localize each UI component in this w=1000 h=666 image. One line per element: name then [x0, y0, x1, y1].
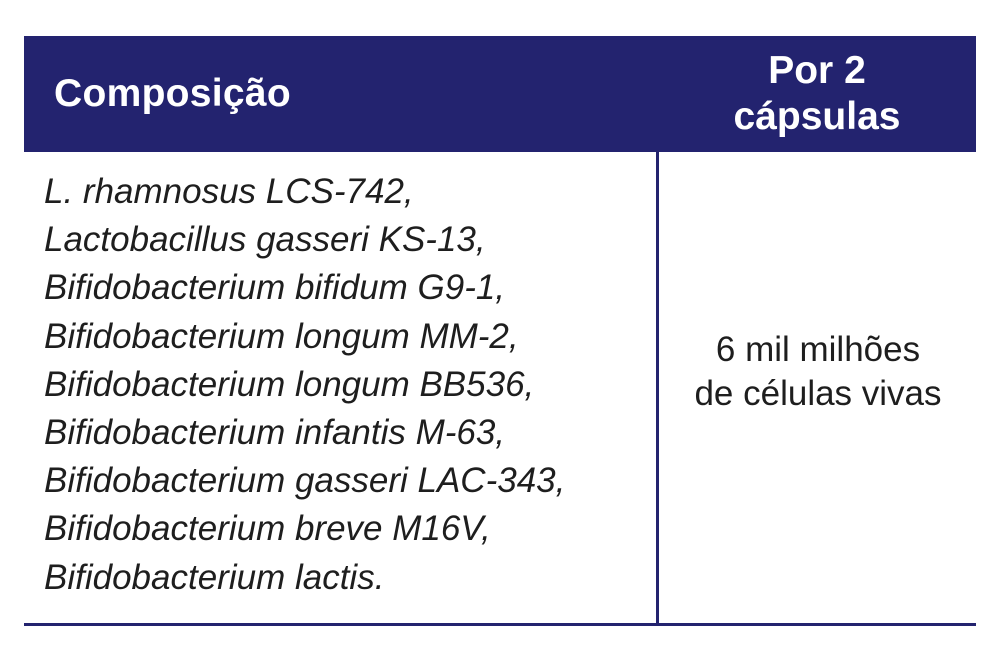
header-per-dose-line2: cápsulas — [733, 95, 901, 138]
amount-line2: de células vivas — [694, 374, 942, 413]
strain-item: Bifidobacterium gasseri LAC-343, — [44, 461, 566, 501]
header-composition: Composição — [54, 72, 292, 115]
bottom-rule — [24, 623, 976, 626]
composition-table — [24, 36, 976, 626]
column-divider — [656, 152, 659, 624]
table-header — [24, 36, 976, 152]
strain-item: Bifidobacterium longum MM-2, — [44, 316, 519, 356]
strain-item: L. rhamnosus LCS-742, — [44, 172, 414, 211]
strain-item: Bifidobacterium longum BB536, — [44, 364, 535, 404]
amount-line1: 6 mil milhões — [715, 330, 921, 369]
strain-item: Lactobacillus gasseri KS-13, — [44, 220, 486, 260]
strain-item: Bifidobacterium lactis. — [44, 557, 385, 597]
header-per-dose — [658, 48, 976, 140]
strain-list — [44, 168, 565, 602]
header-per-dose-line1: Por 2 — [768, 49, 866, 92]
strain-item: Bifidobacterium bifidum G9-1, — [44, 268, 506, 308]
strain-item: Bifidobacterium infantis M-63, — [44, 413, 506, 453]
strain-item: Bifidobacterium breve M16V, — [44, 509, 491, 549]
amount-cell — [660, 328, 976, 416]
